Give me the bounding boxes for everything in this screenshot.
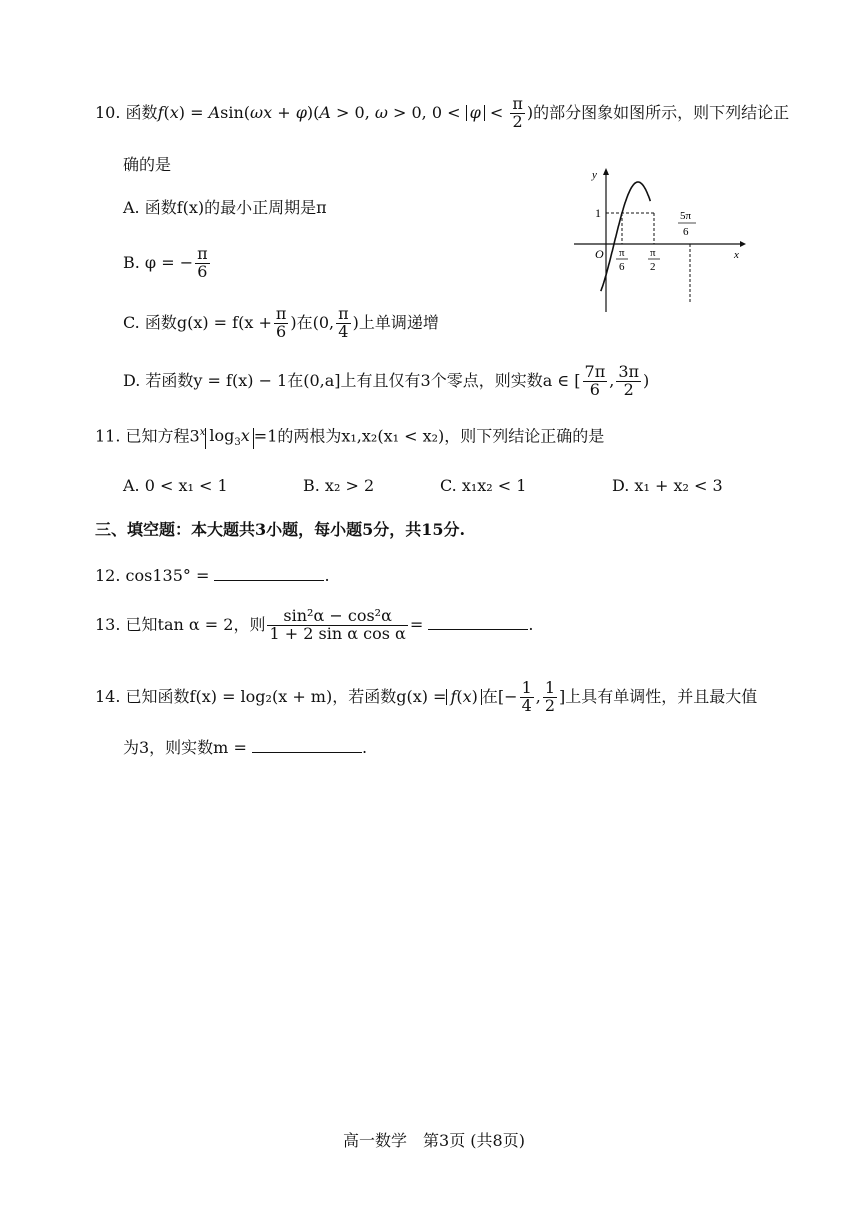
q13: 13. 已知tan α = 2，则 $\frac{\text{sin²α − cos²α}}{\text{1 + 2 sin α cos α}}$ = . — [95, 606, 534, 643]
svg-text:6: 6 — [683, 226, 689, 238]
origin-label: O — [595, 247, 604, 261]
x-label: x — [734, 249, 739, 261]
y-tick-1: 1 — [595, 206, 601, 220]
q10-number: 10. — [95, 102, 121, 122]
tick-5pi6 — [678, 210, 696, 238]
q10-stem-post: 的部分图象如图所示，则下列结论正 — [533, 102, 790, 122]
q10-line2: 确的是 — [123, 155, 172, 174]
q10-option-b: B. φ = − $\frac{\pi}{6}$ — [123, 244, 208, 281]
q10-line1 — [95, 96, 789, 131]
x-axis-arrow — [740, 241, 746, 247]
q10-stem-pre: 函数 — [125, 102, 158, 122]
q11-stem: 11. 已知方程3$^x$ $\log_3x =1$的两根为x₁,x₂(x₁ < x₂)，则下列结论正确的是 — [95, 426, 605, 449]
q10-formula: f(x) = Asin(ωx + φ)(A > 0, ω > 0, 0 < φ < $\frac{\pi}{2}$ ) — [157, 94, 534, 131]
q14-answer-blank[interactable] — [252, 738, 362, 753]
q11-option-d: D. x₁ + x₂ < 3 — [612, 476, 723, 495]
sine-curve — [601, 182, 651, 291]
q12: 12. cos135° = . — [95, 566, 330, 585]
q13-answer-blank[interactable] — [428, 615, 528, 630]
svg-text:2: 2 — [650, 261, 656, 273]
y-label: y — [592, 169, 597, 181]
q12-answer-blank[interactable] — [214, 566, 324, 581]
sine-graph — [568, 162, 748, 322]
svg-text:π: π — [619, 247, 625, 259]
y-axis-arrow — [603, 168, 609, 175]
q14-line2: 为3，则实数m = . — [123, 738, 368, 757]
svg-text:6: 6 — [619, 261, 625, 273]
page-footer: 高一数学 第3页 (共8页) — [343, 1131, 525, 1150]
tick-pi2 — [648, 247, 660, 273]
q11-option-a: A. 0 < x₁ < 1 — [123, 476, 228, 495]
q10-option-c: C. 函数g(x) = f(x + $\frac{\pi}{6}$ )在(0, $\frac{\pi}{4}$ )上单调递增 — [123, 304, 439, 341]
q10-option-a: A. 函数f(x)的最小正周期是π — [123, 198, 327, 217]
tick-pi6 — [616, 247, 628, 273]
section-3-heading: 三、填空题：本大题共3小题，每小题5分，共15分. — [95, 520, 466, 539]
q11-option-c: C. x₁x₂ < 1 — [440, 476, 527, 495]
q10-option-d: D. 若函数y = f(x) − 1在(0,a]上有且仅有3个零点，则实数a ∈ [ $\frac{7\pi}{6}$ , $\frac{3\pi}{2}$ ) — [123, 362, 650, 399]
svg-text:π: π — [650, 247, 656, 259]
svg-text:5π: 5π — [680, 210, 692, 222]
q11-option-b: B. x₂ > 2 — [303, 476, 375, 495]
q14-line1: 14. 已知函数f(x) = log₂(x + m)，若函数g(x) = f(x) 在[− $\frac{1}{4}$ , $\frac{1}{2}$ ]上具有单调性，并且最大值 — [95, 678, 758, 715]
